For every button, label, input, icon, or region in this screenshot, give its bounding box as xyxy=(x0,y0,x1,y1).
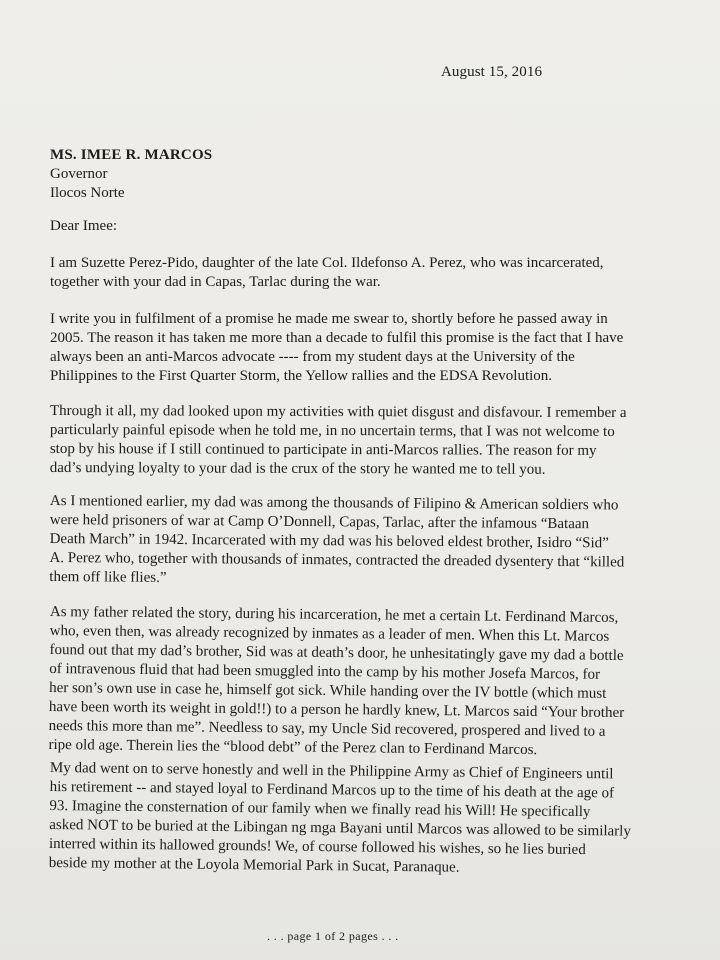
text-line: them off like flies.” xyxy=(49,568,167,586)
text-line: particularly painful episode when he told me, in no uncertain terms, that I was not welcome to xyxy=(49,421,615,440)
text-line: As my father related the story, during his incarceration, he met a certain Lt. Ferdinand Marcos, xyxy=(49,603,619,626)
body-paragraph-3 xyxy=(50,402,678,480)
text-line: My dad went on to serve honestly and well in the Philippine Army as Chief of Engineers until xyxy=(49,759,614,783)
text-line: Philippines to the First Quarter Storm, the Yellow rallies and the EDSA Revolution. xyxy=(50,368,553,384)
text-line: 2005. The reason it has taken me more than a decade to fulfil this promise is the fact that I have xyxy=(50,330,624,346)
text-line: were held prisoners of war at Camp O’Donnell, Capas, Tarlac, after the infamous “Bataan xyxy=(49,511,590,533)
body-paragraph-4 xyxy=(49,492,678,592)
page-footer: . . . page 1 of 2 pages . . . xyxy=(267,929,399,943)
text-line: found out that my dad’s brother, Sid was at death’s door, he unhesitatingly gave my dad a bottle xyxy=(49,641,624,665)
text-line: of intravenous fluid that had been smuggled into the camp by his mother Josefa Marcos, for xyxy=(49,660,601,683)
text-line: A. Perez who, together with thousands of inmates, contracted the dreaded dysentery that “killed xyxy=(49,549,625,571)
salutation: Dear Imee: xyxy=(50,218,118,234)
recipient-title: Governor xyxy=(50,166,108,182)
text-line: I am Suzette Perez-Pido, daughter of the late Col. Ildefonso A. Perez, who was incarcerated, xyxy=(50,255,604,271)
body-paragraph-6 xyxy=(49,759,678,880)
text-line: I write you in fulfilment of a promise he made me swear to, shortly before he passed away in xyxy=(50,311,608,327)
text-line: Death March” in 1942. Incarcerated with my dad was his beloved eldest brother, Isidro “Sid” xyxy=(49,530,609,552)
recipient-location: Ilocos Norte xyxy=(50,185,125,201)
text-line: asked NOT to be buried at the Libingan ng mga Bayani until Marcos was allowed to be similarly xyxy=(49,816,631,840)
text-line: As I mentioned earlier, my dad was among the thousands of Filipino & American soldiers who xyxy=(49,492,619,514)
text-line: his retirement -- and stayed loyal to Ferdinand Marcos up to the time of his death at the age of xyxy=(49,778,615,802)
text-line: Through it all, my dad looked upon my activities with quiet disgust and disfavour. I remember a xyxy=(49,403,627,422)
recipient-name: MS. IMEE R. MARCOS xyxy=(50,147,213,163)
text-line: together with your dad in Capas, Tarlac during the war. xyxy=(50,274,381,290)
body-paragraph-5 xyxy=(48,603,678,762)
body-paragraph-2 xyxy=(50,310,678,386)
text-line: have been worth its weight in gold!!) to a person he hardly knew, Lt. Marcos said “Your brother xyxy=(48,698,625,722)
text-line: needs this more than me”. Needless to say, my Uncle Sid recovered, prospered and lived to a xyxy=(48,717,606,740)
text-line: dad’s undying loyalty to your dad is the crux of the story he wanted me to tell you. xyxy=(49,459,546,478)
text-line: stop by his house if I still continued to participate in anti-Marcos rallies. The reason for my xyxy=(49,440,597,459)
recipient-block xyxy=(50,146,212,203)
text-line: her son’s own use in case he, himself got sick. While handing over the IV bottle (which must xyxy=(49,679,607,702)
text-line: 93. Imagine the consternation of our family when we finally read his Will! He specifically xyxy=(49,797,591,821)
text-line: ripe old age. Therein lies the “blood debt” of the Perez clan to Ferdinand Marcos. xyxy=(48,736,538,759)
body-paragraph-1 xyxy=(50,254,678,292)
letter-date: August 15, 2016 xyxy=(441,64,543,80)
text-line: beside my mother at the Loyola Memorial Park in Sucat, Paranaque. xyxy=(48,854,460,876)
text-line: interred within its hallowed grounds! We, of course followed his wishes, so he lies buried xyxy=(48,835,586,859)
text-line: always been an anti-Marcos advocate ---- from my student days at the University of the xyxy=(50,349,575,365)
text-line: who, even then, was already recognized by inmates as a leader of men. When this Lt. Marcos xyxy=(49,622,610,645)
